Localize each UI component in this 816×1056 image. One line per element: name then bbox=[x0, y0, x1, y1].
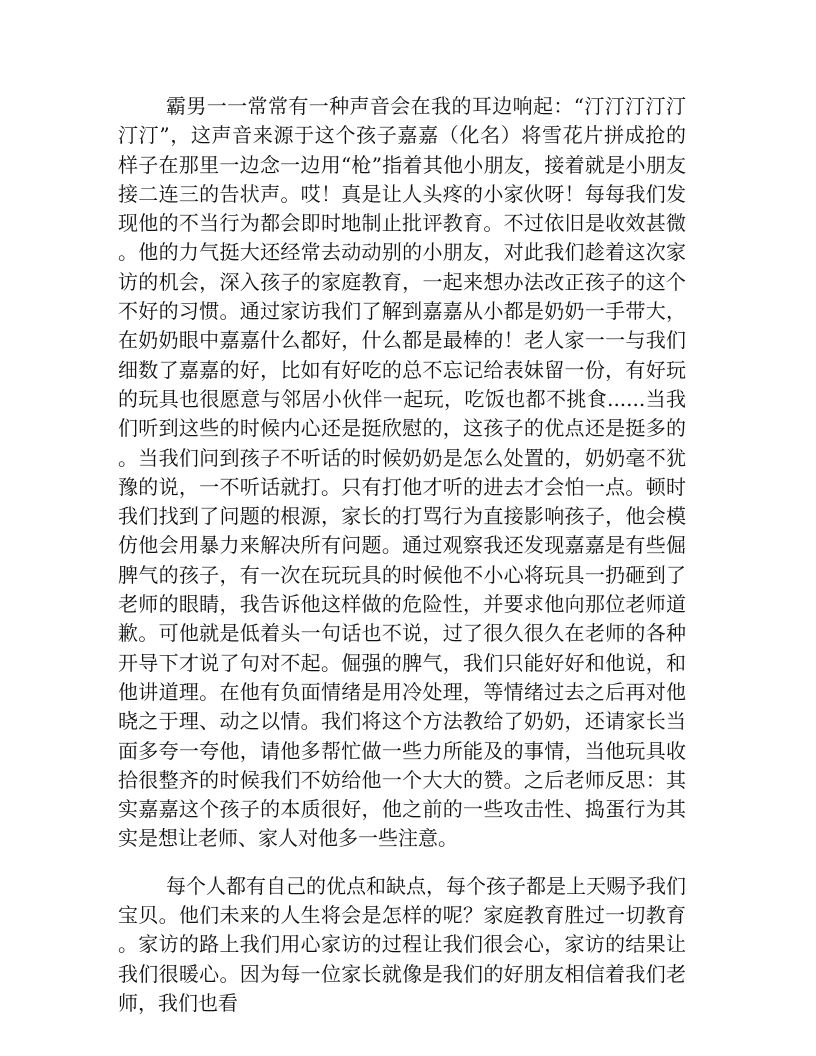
document-page bbox=[118, 92, 686, 1018]
paragraph-home-visit-story: 霸男一一常常有一种声音会在我的耳边响起：“汀汀汀汀汀汀汀”，这声音来源于这个孩子嘉嘉（化名）将雪花片拼成抢的样子在那里一边念一边用“枪”指着其他小朋友，接着就是小朋友接二连三的告状声。哎！真是让人头疼的小家伙呀！每每我们发现他的不当行为都会即时地制止批评教育。不过依旧是收效甚微。他的力气挺大还经常去动动别的小朋友，对此我们趁着这次家访的机会，深入孩子的家庭教育，一起来想办法改正孩子的这个不好的习惯。通过家访我们了解到嘉嘉从小都是奶奶一手带大，在奶奶眼中嘉嘉什么都好，什么都是最棒的！老人家一一与我们细数了嘉嘉的好，比如有好吃的总不忘记给表妹留一份，有好玩的玩具也很愿意与邻居小伙伴一起玩，吃饭也都不挑食......当我们听到这些的时候内心还是挺欣慰的，这孩子的优点还是挺多的。当我们问到孩子不听话的时候奶奶是怎么处置的，奶奶毫不犹豫的说，一不听话就打。只有打他才听的进去才会怕一点。顿时我们找到了问题的根源，家长的打骂行为直接影响孩子，他会模仿他会用暴力来解决所有问题。通过观察我还发现嘉嘉是有些倔脾气的孩子，有一次在玩玩具的时候他不小心将玩具一扔砸到了老师的眼睛，我告诉他这样做的危险性，并要求他向那位老师道歉。可他就是低着头一句话也不说，过了很久很久在老师的各种开导下才说了句对不起。倔强的脾气，我们只能好好和他说，和他讲道理。在他有负面情绪是用冷处理，等情绪过去之后再对他晓之于理、动之以情。我们将这个方法教给了奶奶，还请家长当面多夸一夸他，请他多帮忙做一些力所能及的事情，当他玩具收拾很整齐的时候我们不妨给他一个大大的赞。之后老师反思：其实嘉嘉这个孩子的本质很好，他之前的一些攻击性、捣蛋行为其实是想让老师、家人对他多一些注意。 bbox=[118, 94, 686, 851]
paragraph-reflection: 每个人都有自己的优点和缺点，每个孩子都是上天赐予我们宝贝。他们未来的人生将会是怎样的呢？家庭教育胜过一切教育。家访的路上我们用心家访的过程让我们很会心，家访的结果让我们很暖心。因为每一位家长就像是我们的好朋友相信着我们老师，我们也看 bbox=[118, 873, 686, 1015]
